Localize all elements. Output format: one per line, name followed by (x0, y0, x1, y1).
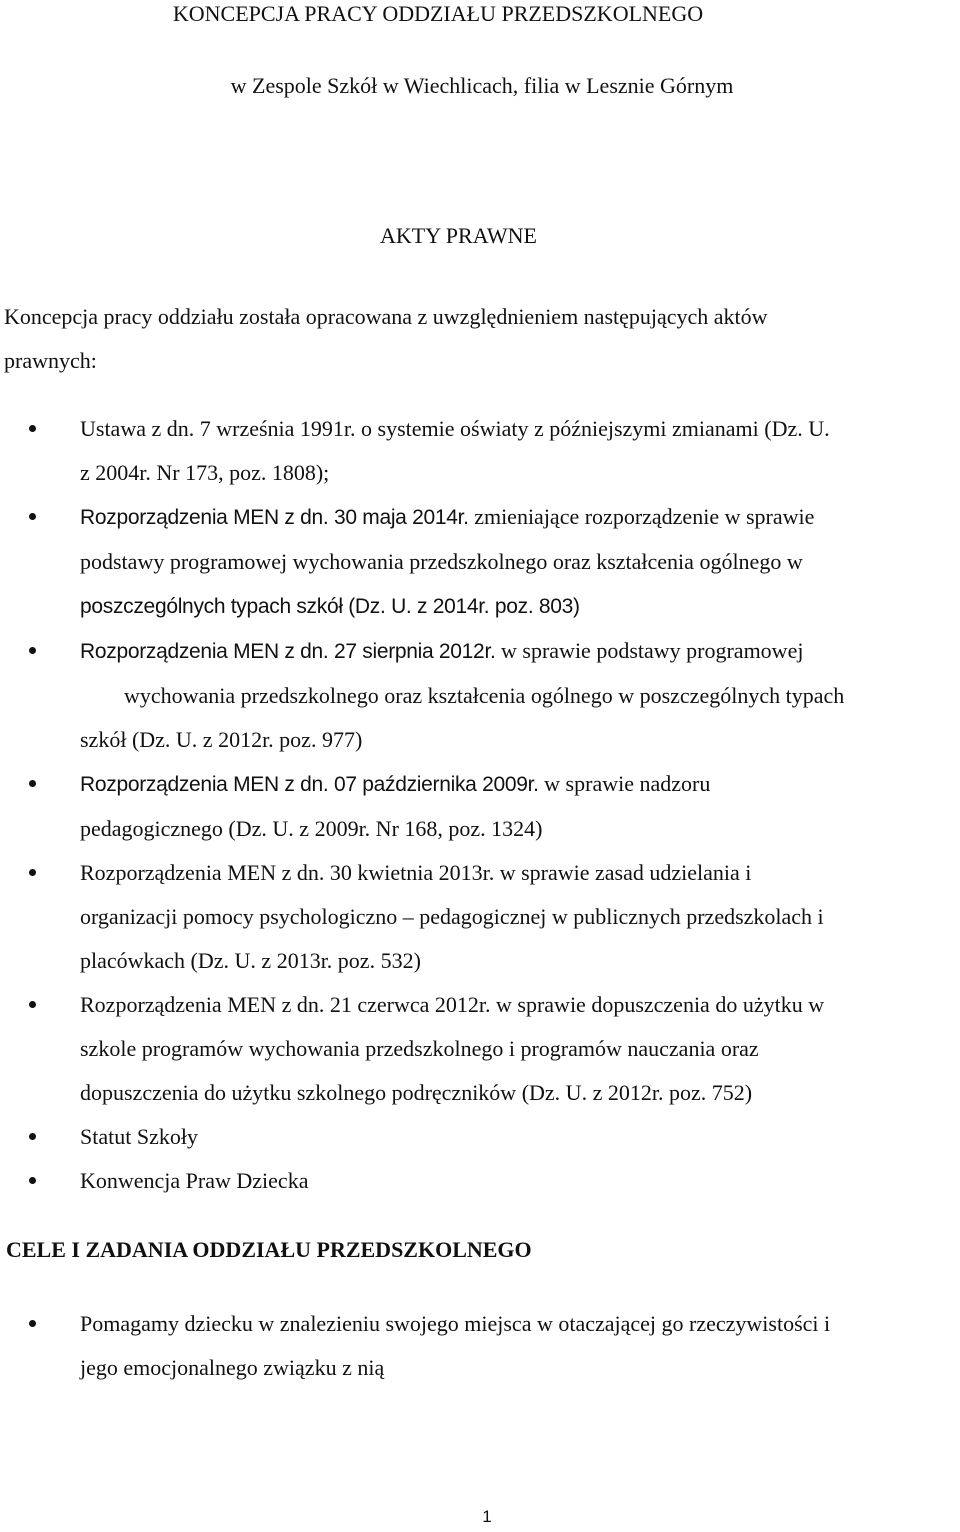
bullet-icon (29, 1133, 36, 1140)
list-item-text: w sprawie dopuszczenia do użytku w (490, 992, 825, 1017)
list-item-line: szkole programów wychowania przedszkolnego i programów nauczania oraz (80, 1036, 759, 1061)
list-item (0, 1159, 952, 1203)
bullet-icon (29, 869, 36, 876)
bullet-icon (29, 1001, 36, 1008)
legal-acts-list (0, 407, 952, 1203)
bullet-icon (29, 1320, 36, 1327)
list-item (0, 407, 952, 495)
intro-line-2: prawnych: (4, 348, 97, 373)
list-item-lead: Rozporządzenia MEN z dn. 30 kwietnia 2013r. (80, 860, 495, 885)
list-item (0, 762, 952, 851)
list-item (0, 851, 952, 983)
document-title: KONCEPCJA PRACY ODDZIAŁU PRZEDSZKOLNEGO (172, 1, 704, 26)
intro-paragraph (4, 295, 934, 383)
list-item-lead: Rozporządzenia MEN z dn. 07 października 2009r. (80, 773, 539, 796)
list-item-line: organizacji pomocy psychologiczno – pedagogicznej w publicznych przedszkolach i (80, 904, 824, 929)
list-item-line: z 2004r. Nr 173, poz. 1808); (80, 460, 330, 485)
bullet-icon (29, 780, 36, 787)
list-item-lead: Konwencja Praw Dziecka (80, 1168, 309, 1193)
list-item-line: pedagogicznego (Dz. U. z 2009r. Nr 168, poz. 1324) (80, 816, 543, 841)
bullet-icon (29, 647, 36, 654)
goals-heading: CELE I ZADANIA ODDZIAŁU PRZEDSZKOLNEGO (6, 1237, 532, 1262)
list-item-lead: Statut Szkoły (80, 1124, 198, 1149)
legal-acts-heading: AKTY PRAWNE (380, 223, 537, 248)
list-item (0, 629, 952, 762)
intro-line-1: Koncepcja pracy oddziału została opracowana z uwzględnieniem następujących aktów (4, 304, 768, 329)
list-item-line: poszczególnych typach szkół (Dz. U. z 2014r. poz. 803) (80, 595, 580, 618)
list-item (0, 1302, 952, 1390)
list-item-line: Ustawa z dn. 7 września 1991r. o systemie oświaty z późniejszymi zmianami (Dz. U. (80, 416, 830, 441)
bullet-icon (29, 513, 36, 520)
list-item (0, 495, 952, 629)
list-item-line: podstawy programowej wychowania przedszkolnego oraz kształcenia ogólnego w (80, 549, 803, 574)
list-item-text: w sprawie nadzoru (538, 771, 711, 796)
list-item (0, 983, 952, 1115)
list-item-line: jego emocjonalnego związku z nią (80, 1355, 385, 1380)
list-item-text: w sprawie podstawy programowej (495, 638, 804, 663)
list-item-line: placówkach (Dz. U. z 2013r. poz. 532) (80, 948, 421, 973)
list-item-line: szkół (Dz. U. z 2012r. poz. 977) (80, 727, 363, 752)
list-item-lead: Rozporządzenia MEN z dn. 21 czerwca 2012r. (80, 992, 491, 1017)
list-item-text: w sprawie zasad udzielania i (494, 860, 752, 885)
list-item (0, 1115, 952, 1159)
list-item-lead: Rozporządzenia MEN z dn. 30 maja 2014r. (80, 506, 469, 529)
list-item-line: wychowania przedszkolnego oraz kształcenia ogólnego w poszczególnych typach (124, 683, 845, 708)
page-number: 1 (482, 1507, 492, 1526)
list-item-lead: Rozporządzenia MEN z dn. 27 sierpnia 2012r. (80, 640, 496, 663)
list-item-text: zmieniające rozporządzenie w sprawie (468, 504, 815, 529)
bullet-icon (29, 425, 36, 432)
goals-list (0, 1302, 952, 1390)
list-item-line: dopuszczenia do użytku szkolnego podręczników (Dz. U. z 2012r. poz. 752) (80, 1080, 753, 1105)
list-item-line: Pomagamy dziecku w znalezieniu swojego miejsca w otaczającej go rzeczywistości i (80, 1311, 831, 1336)
bullet-icon (29, 1177, 36, 1184)
document-subtitle: w Zespole Szkół w Wiechlicach, filia w Lesznie Górnym (230, 73, 734, 98)
